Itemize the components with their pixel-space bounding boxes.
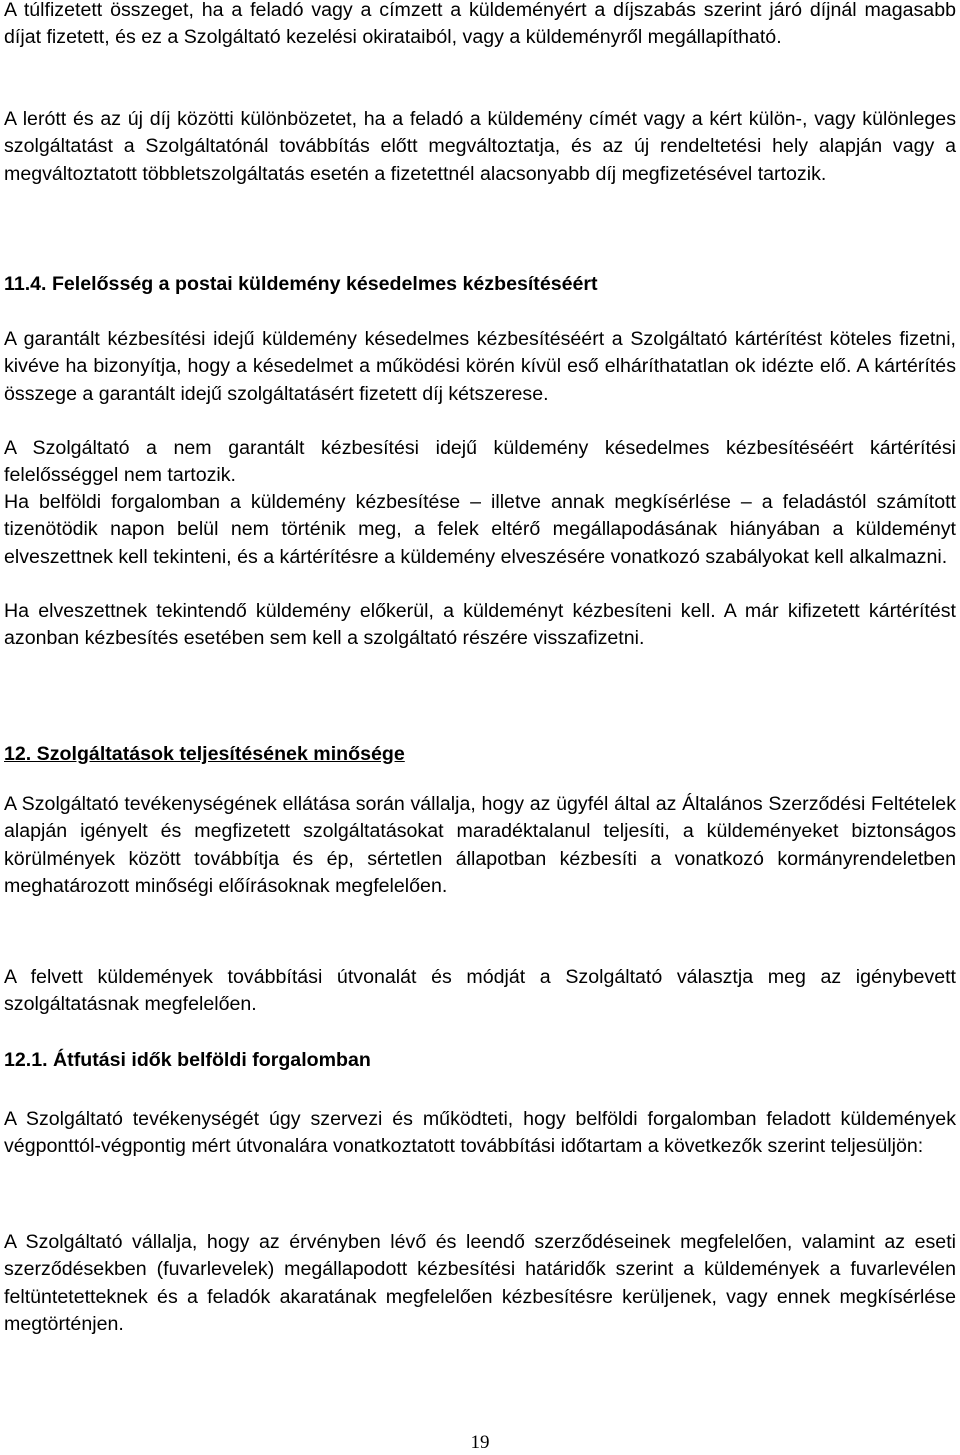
paragraph-item-found: Ha elveszettnek tekintendő küldemény előkerül, a küldeményt kézbesíteni kell. A már kifizetett kártérítést azonban kézbesítés esetében sem kell a szolgáltató részére visszafizetni.	[4, 600, 956, 650]
paragraph-delivery-commitment: A Szolgáltató vállalja, hogy az érvényben lévő és leendő szerződéseinek megfelelően, valamint az eseti szerződésekben (fuvarlevelek) megállapodott kézbesítési határidők szerint a küldemények a fuvarlevélen feltüntetetteknek és a feladók akaratának megfelelően kézbesítésre kerüljenek, vagy ennek megkísérlése megtörténjen.	[4, 1231, 956, 1336]
paragraph-overpayment: A túlfizetett összeget, ha a feladó vagy a címzett a küldeményért a díjszabás szerint járó díjnál magasabb díjat fizetett, és ez a Szolgáltató kezelési okirataiból, vagy a küldeményről megállapítható.	[4, 0, 956, 49]
page-number: 19	[470, 1432, 490, 1453]
paragraph-non-guaranteed: A Szolgáltató a nem garantált kézbesítési idejű küldemény késedelmes kézbesítéséért kártérítési felelősséggel nem tartozik.	[4, 437, 956, 487]
section-heading-11-4: 11.4. Felelősség a postai küldemény késedelmes kézbesítéséért	[4, 273, 598, 295]
paragraph-routing: A felvett küldemények továbbítási útvonalát és módját a Szolgáltató választja meg az igénybevett szolgáltatásnak megfelelően.	[4, 966, 956, 1016]
section-heading-12: 12. Szolgáltatások teljesítésének minősége	[4, 743, 405, 765]
paragraph-transit-time: A Szolgáltató tevékenységét úgy szervezi és működteti, hogy belföldi forgalomban feladott küldemények végponttól-végpontig mért útvonalára vonatkoztatott továbbítási időtartam a következők szerint teljesüljön:	[4, 1108, 956, 1158]
section-heading-12-1: 12.1. Átfutási idők belföldi forgalomban	[4, 1049, 371, 1071]
paragraph-service-quality: A Szolgáltató tevékenységének ellátása során vállalja, hogy az ügyfél által az Általános Szerződési Feltételek alapján igényelt és megfizetett szolgáltatásokat maradéktalanul teljesíti, a küldeményeket biztonságos körülmények között továbbítja és ép, sértetlen állapotban kézbesíti a vonatkozó kormányrendeletben meghatározott minőségi előírásoknak megfelelően.	[4, 793, 956, 898]
paragraph-fee-difference: A lerótt és az új díj közötti különbözetet, ha a feladó a küldemény címét vagy a kért külön-, vagy különleges szolgáltatást a Szolgáltatónál továbbítás előtt megváltoztatja, és az új rendeltetési hely alapján vagy a megváltoztatott többletszolgáltatás esetén a fizetettnél alacsonyabb díj megfizetésével tartozik.	[4, 108, 956, 185]
paragraph-guaranteed-delay: A garantált kézbesítési idejű küldemény késedelmes kézbesítéséért a Szolgáltató kártérítést köteles fizetni, kivéve ha bizonyítja, hogy a késedelmet a működési körén kívül eső elháríthatatlan ok idézte elő. A kártérítés összege a garantált idejű szolgáltatásért fizetett díj kétszerese.	[4, 328, 956, 405]
paragraph-lost-item: Ha belföldi forgalomban a küldemény kézbesítése – illetve annak megkísérlése – a feladástól számított tizenötödik napon belül nem történik meg, a felek eltérő megállapodásának hiányában a küldeményt elveszettnek kell tekinteni, és a kártérítésre a küldemény elveszésére vonatkozó szabályokat kell alkalmazni.	[4, 491, 956, 568]
